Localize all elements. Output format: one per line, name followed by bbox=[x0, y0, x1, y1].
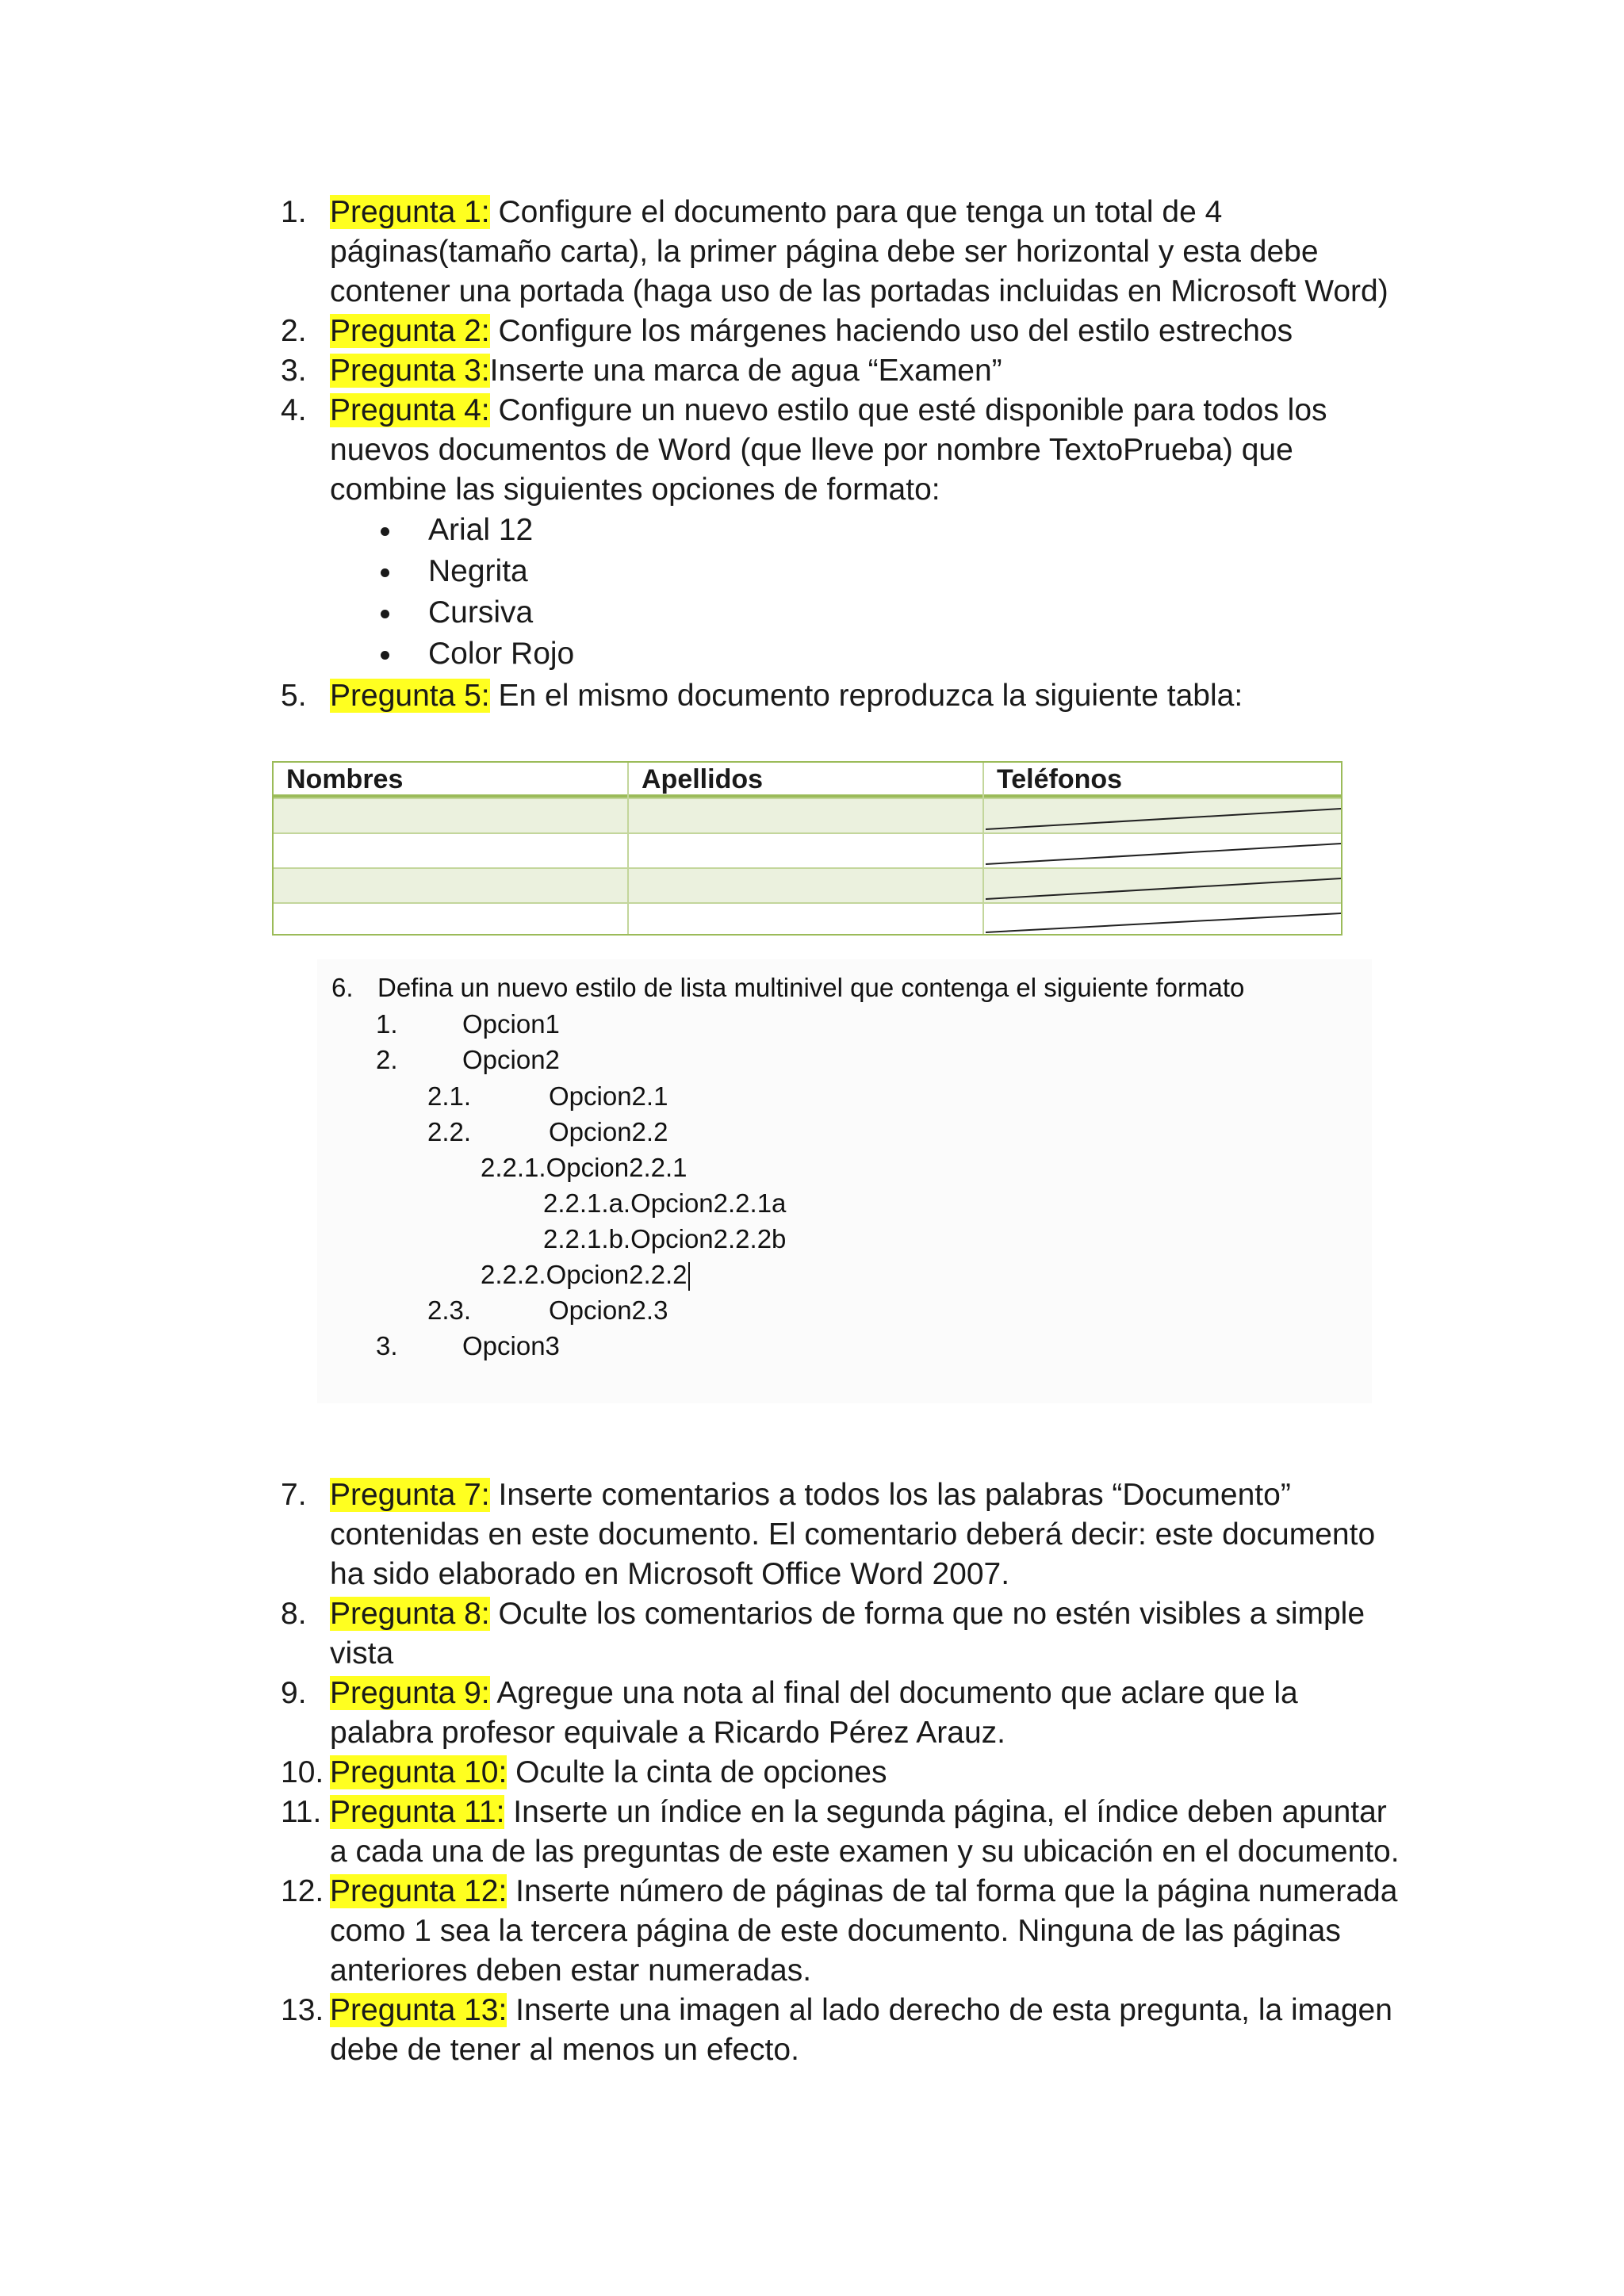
question-number: 11. bbox=[281, 1795, 322, 1829]
table-header-cell: Nombres bbox=[286, 764, 404, 794]
list-item-text: Opcion2.1 bbox=[549, 1081, 668, 1111]
question-label: Pregunta 5: bbox=[330, 679, 490, 713]
list-item bbox=[543, 1186, 786, 1221]
table-header-cell: Apellidos bbox=[642, 764, 764, 794]
text-cursor-icon bbox=[688, 1262, 690, 1291]
question-label: Pregunta 9: bbox=[330, 1676, 490, 1710]
question-label: Pregunta 2: bbox=[330, 314, 490, 348]
telefono-diagonal-lines bbox=[274, 763, 1341, 934]
question-number: 9. bbox=[281, 1676, 307, 1710]
list-item-number: 3. bbox=[376, 1331, 398, 1360]
question-label: Pregunta 3: bbox=[330, 354, 490, 388]
question-body bbox=[330, 1475, 1408, 1594]
table-header-cell: Teléfonos bbox=[997, 764, 1123, 794]
question-body bbox=[330, 1793, 1408, 1872]
list-item-text: Opcion2.2.2 bbox=[546, 1260, 688, 1289]
question-number: 12. bbox=[281, 1874, 324, 1908]
bullet-dot-icon bbox=[381, 610, 389, 618]
list-item-text: Opcion2.2.1 bbox=[546, 1153, 688, 1182]
question-text: Configure los márgenes haciendo uso del estilo estrechos bbox=[489, 314, 1293, 348]
bullet-item bbox=[0, 551, 1624, 592]
question-body bbox=[330, 312, 1408, 351]
list-item-number: 2.2.1.a. bbox=[543, 1188, 631, 1218]
question-label: Pregunta 12: bbox=[330, 1874, 508, 1908]
question-label: Pregunta 4: bbox=[330, 393, 490, 427]
list-item-number: 2.2.2. bbox=[481, 1260, 546, 1289]
question-number: 3. bbox=[281, 354, 307, 388]
question-text: Inserte número de páginas de tal forma que la página numerada como 1 sea la tercera página de este documento. Ninguna de las páginas anteriores deben estar numeradas. bbox=[330, 1874, 1398, 1988]
question-body bbox=[330, 1991, 1408, 2070]
bullet-item bbox=[0, 510, 1624, 551]
question-text: En el mismo documento reproduzca la siguiente tabla: bbox=[489, 679, 1243, 713]
question-number: 5. bbox=[281, 679, 307, 713]
list-item-text: Opcion2.2.1a bbox=[630, 1188, 787, 1218]
question-text: Oculte la cinta de opciones bbox=[507, 1755, 887, 1789]
question-text: Oculte los comentarios de forma que no estén visibles a simple vista bbox=[330, 1597, 1365, 1670]
bullet-dot-icon bbox=[381, 527, 389, 536]
list-item bbox=[481, 1257, 690, 1292]
list-item-number: 2.3. bbox=[427, 1295, 472, 1325]
bullet-dot-icon bbox=[381, 568, 389, 577]
bullet-item bbox=[0, 633, 1624, 675]
question-body bbox=[330, 1753, 1408, 1793]
list-item-number: 2.2.1. bbox=[481, 1153, 546, 1182]
bullet-text: Arial 12 bbox=[428, 513, 534, 547]
list-item-text: Opcion1 bbox=[462, 1009, 560, 1039]
question-text: Inserte comentarios a todos los las palabras “Documento” contenidas en este documento. El comentario deberá decir: este documento ha sido elaborado en Microsoft Office Word 2007. bbox=[330, 1478, 1376, 1591]
list-item-text: Opcion2.2 bbox=[549, 1117, 668, 1146]
question-text: Agregue una nota al final del documento que aclare que la palabra profesor equivale a Ricardo Pérez Arauz. bbox=[330, 1676, 1298, 1750]
question-body bbox=[330, 351, 1408, 391]
bullet-text: Cursiva bbox=[428, 595, 534, 629]
question-text: Inserte una marca de agua “Examen” bbox=[489, 354, 1002, 388]
list-item-number: 2. bbox=[376, 1045, 398, 1074]
question-text: Configure el documento para que tenga un total de 4 páginas(tamaño carta), la primer página debe ser horizontal y esta debe contener una portada (haga uso de las portadas incluidas en Microsoft Word) bbox=[330, 195, 1388, 308]
list-item bbox=[543, 1222, 786, 1257]
multilevel-heading: Defina un nuevo estilo de lista multinivel que contenga el siguiente formato bbox=[377, 973, 1245, 1002]
bullet-item bbox=[0, 592, 1624, 633]
list-item-number: 1. bbox=[376, 1009, 398, 1039]
list-item-text: Opcion2.2.2b bbox=[630, 1224, 787, 1253]
question-body bbox=[330, 1594, 1408, 1674]
list-item-number: 2.2. bbox=[427, 1117, 472, 1146]
question-body bbox=[330, 193, 1408, 312]
question-text: Inserte una imagen al lado derecho de esta pregunta, la imagen debe de tener al menos un efecto. bbox=[330, 1993, 1392, 2067]
question-label: Pregunta 8: bbox=[330, 1597, 490, 1631]
multilevel-heading-number: 6. bbox=[331, 973, 354, 1002]
question-label: Pregunta 13: bbox=[330, 1993, 508, 2027]
question-label: Pregunta 7: bbox=[330, 1478, 490, 1512]
question-text: Configure un nuevo estilo que esté disponible para todos los nuevos documentos de Word (que lleve por nombre TextoPrueba) que combine las siguientes opciones de formato: bbox=[330, 393, 1327, 507]
list-item-number: 2.1. bbox=[427, 1081, 472, 1111]
bullet-text: Negrita bbox=[428, 554, 528, 588]
question-body bbox=[330, 676, 1408, 716]
question-number: 4. bbox=[281, 393, 307, 427]
question-text: Inserte un índice en la segunda página, el índice deben apuntar a cada una de las preguntas de este examen y su ubicación en el documento. bbox=[330, 1795, 1400, 1869]
question-number: 2. bbox=[281, 314, 307, 348]
multilevel-list-image bbox=[317, 959, 1372, 1403]
question-number: 10. bbox=[281, 1755, 324, 1789]
bullet-text: Color Rojo bbox=[428, 637, 575, 671]
list-item-text: Opcion2.3 bbox=[549, 1295, 668, 1325]
list-item-text: Opcion2 bbox=[462, 1045, 560, 1074]
question-label: Pregunta 11: bbox=[330, 1795, 505, 1829]
list-item-text: Opcion3 bbox=[462, 1331, 560, 1360]
list-item-number: 2.2.1.b. bbox=[543, 1224, 631, 1253]
question-number: 13. bbox=[281, 1993, 324, 2027]
bullet-dot-icon bbox=[381, 651, 389, 660]
question-label: Pregunta 1: bbox=[330, 195, 490, 229]
question-label: Pregunta 10: bbox=[330, 1755, 508, 1789]
question-number: 7. bbox=[281, 1478, 307, 1512]
list-item bbox=[481, 1150, 688, 1185]
question-body bbox=[330, 1872, 1408, 1991]
question-body bbox=[330, 391, 1408, 510]
sample-table bbox=[272, 761, 1342, 936]
question-number: 8. bbox=[281, 1597, 307, 1631]
question-number: 1. bbox=[281, 195, 307, 229]
question-body bbox=[330, 1674, 1408, 1753]
